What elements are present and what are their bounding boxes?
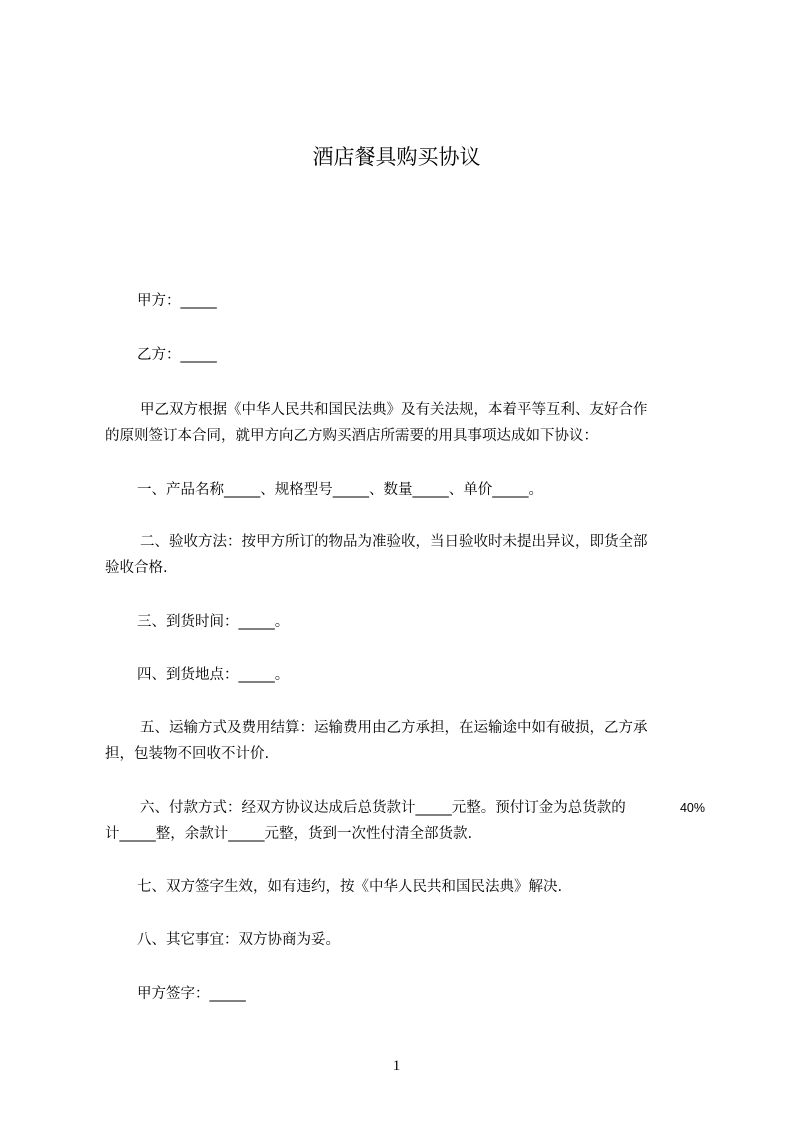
clause-1: 一、产品名称_____、规格型号_____、数量_____、单价_____。 bbox=[137, 482, 543, 498]
clause-2-line-2: 验收合格. bbox=[105, 560, 168, 576]
clause-5-line-1: 五、运输方式及费用结算：运输费用由乙方承担，在运输途中如有破损，乙方承 bbox=[140, 720, 648, 736]
clause-3: 三、到货时间：_____。 bbox=[137, 614, 290, 630]
intro-paragraph-line-1: 甲乙双方根据《中华人民共和国民法典》及有关法规，本着平等互利、友好合作 bbox=[140, 402, 648, 418]
clause-6-line-2: 计_____整，余款计_____元整，货到一次性付清全部货款. bbox=[105, 826, 473, 842]
intro-paragraph-line-2: 的原则签订本合同，就甲方向乙方购买酒店所需要的用具事项达成如下协议： bbox=[105, 428, 598, 444]
page-number: 1 bbox=[392, 1058, 401, 1074]
clause-8: 八、其它事宜：双方协商为妥。 bbox=[137, 932, 340, 948]
clause-7: 七、双方签字生效，如有违约，按《中华人民共和国民法典》解决. bbox=[137, 879, 563, 895]
clause-4: 四、到货地点：_____。 bbox=[137, 667, 290, 683]
clause-6-line-1-row bbox=[105, 798, 705, 818]
party-a-line: 甲方：_____ bbox=[137, 293, 217, 309]
clause-2-line-1: 二、验收方法：按甲方所订的物品为准验收，当日验收时未提出异议，即货全部 bbox=[140, 534, 648, 550]
clause-6-percent: 40% bbox=[679, 801, 705, 815]
party-b-line: 乙方：_____ bbox=[137, 347, 217, 363]
party-a-signature-line: 甲方签字：_____ bbox=[137, 986, 246, 1002]
clause-6-line-1: 六、付款方式：经双方协议达成后总货款计_____元整。预付订金为总货款的 bbox=[140, 800, 626, 816]
document-title: 酒店餐具购买协议 bbox=[312, 145, 481, 169]
clause-5-line-2: 担，包装物不回收不计价. bbox=[105, 746, 270, 762]
